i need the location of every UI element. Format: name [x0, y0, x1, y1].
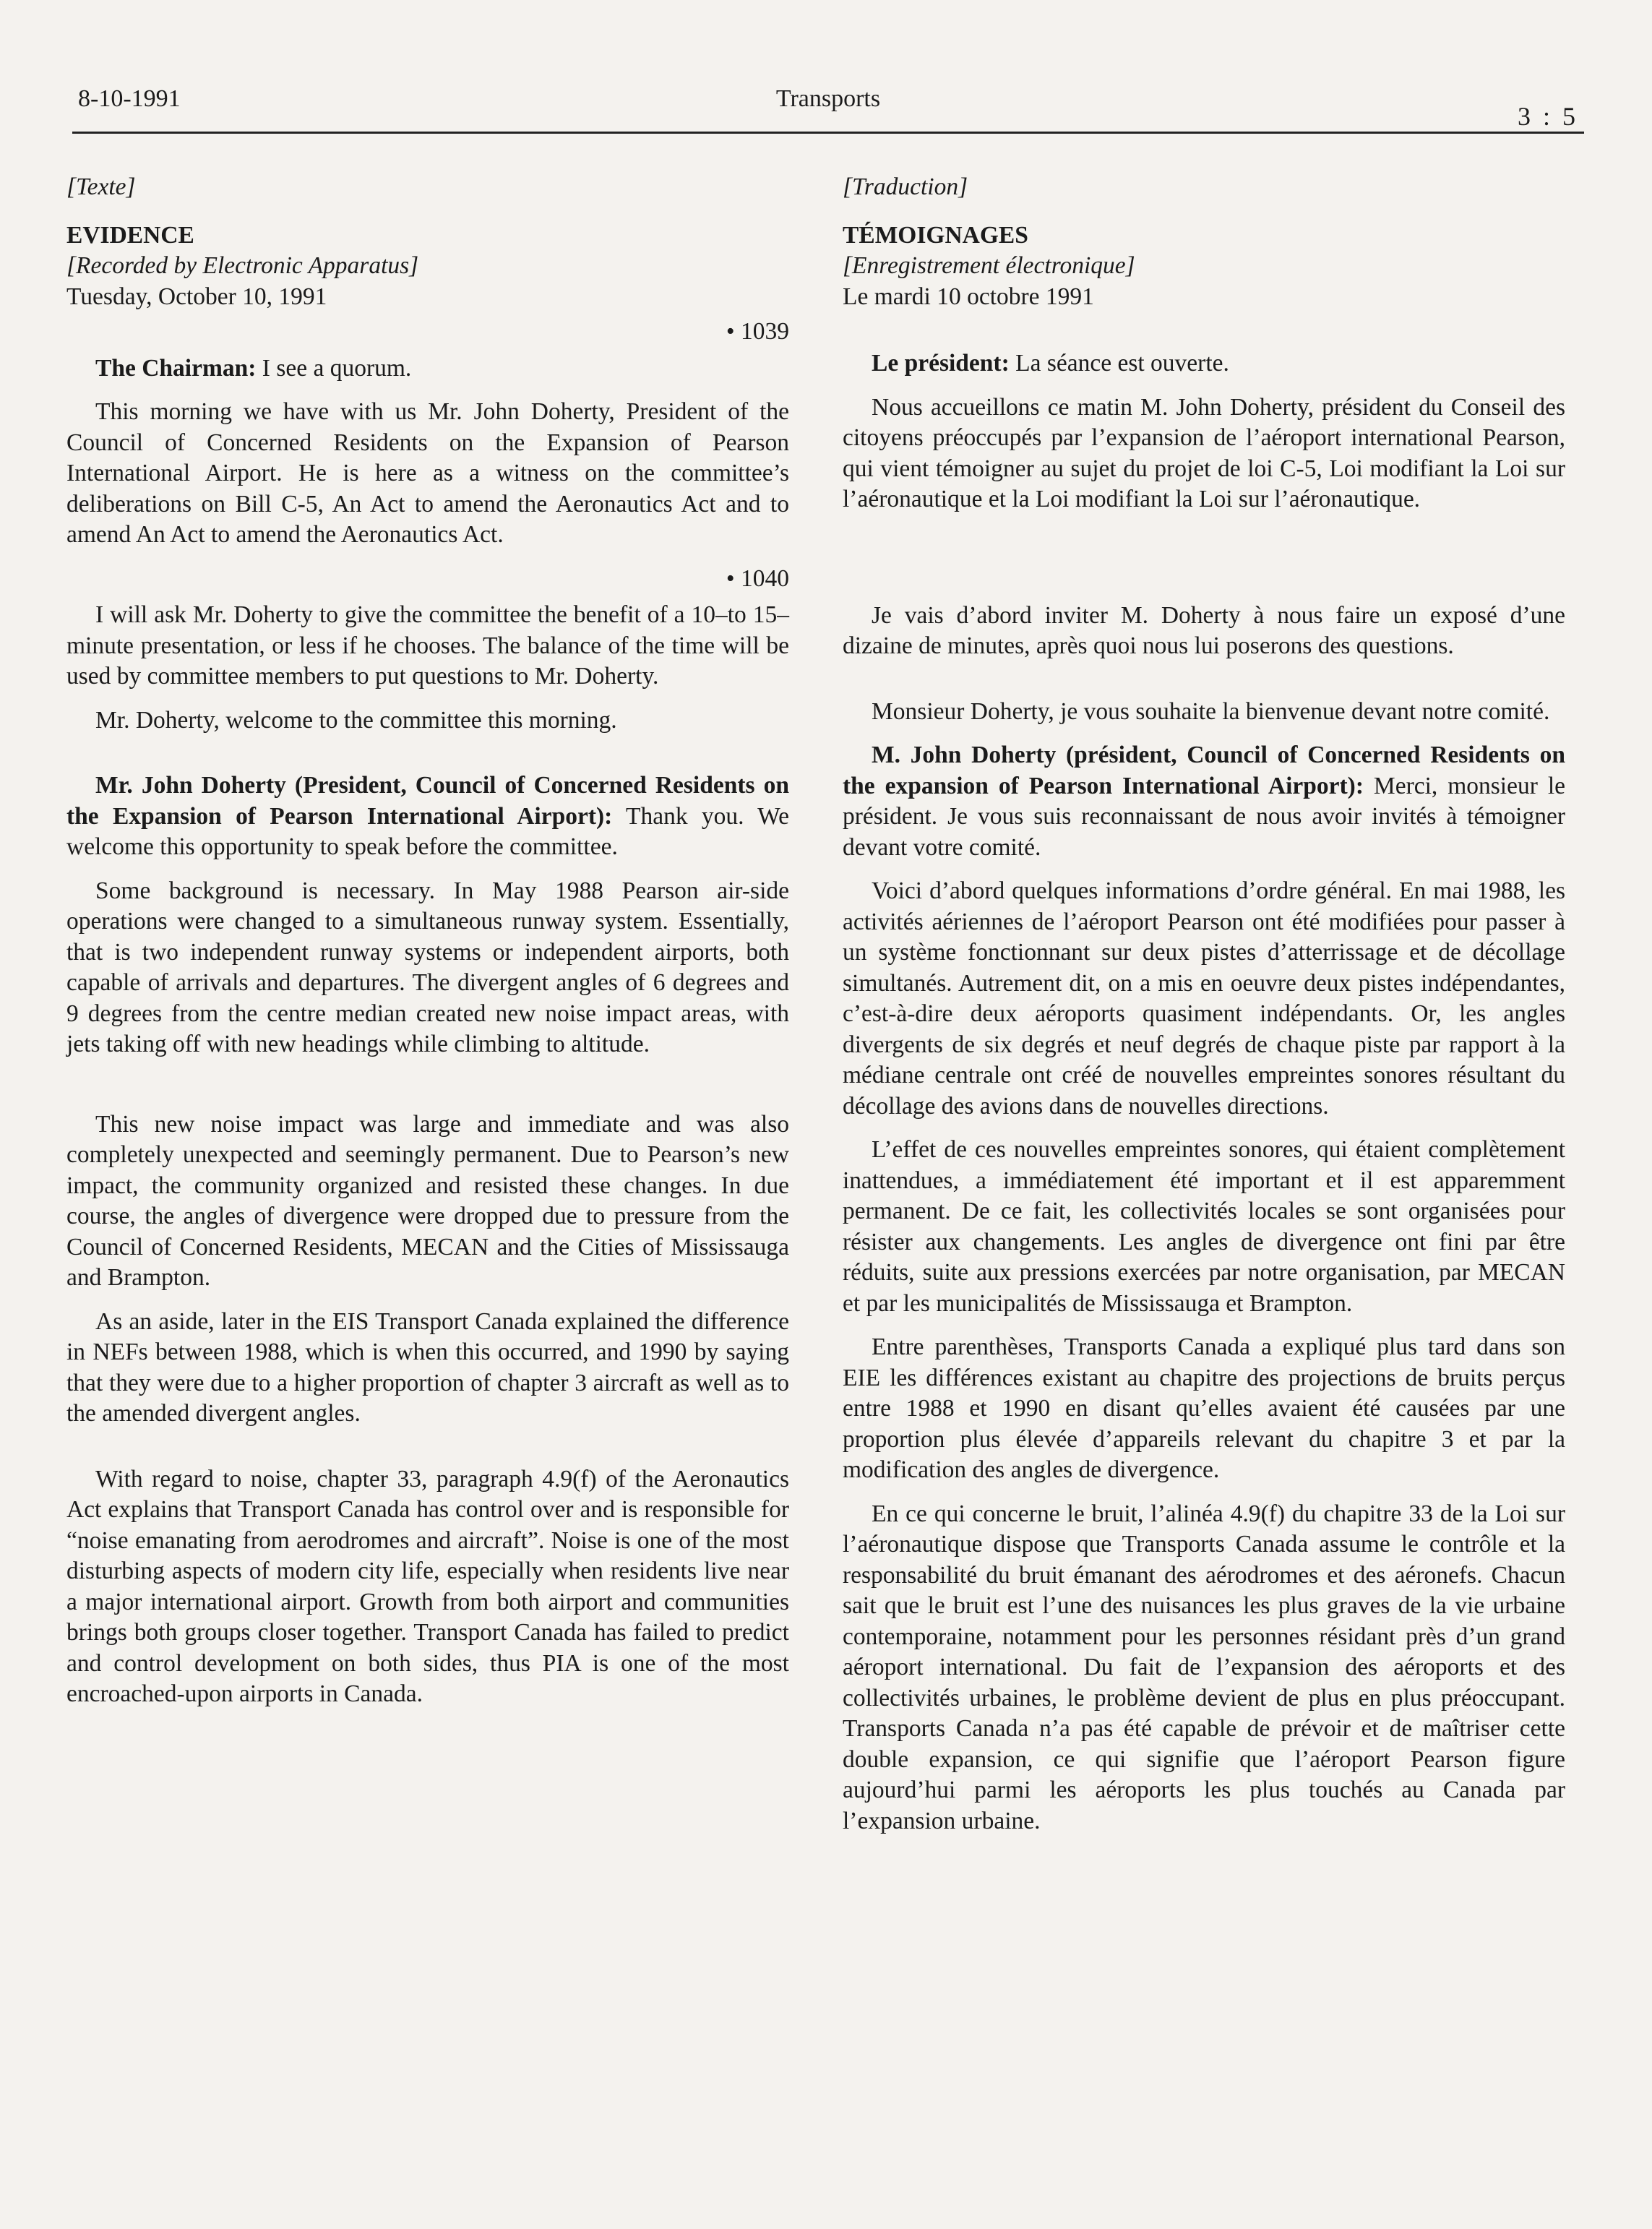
french-title: TÉMOIGNAGES	[843, 221, 1028, 249]
header-date: 8-10-1991	[78, 85, 181, 112]
speech-text: La séance est ouverte.	[1009, 350, 1229, 377]
speaker-name: The Chairman:	[95, 354, 257, 382]
paragraph: Monsieur Doherty, je vous souhaite la bienvenue devant notre comité.	[872, 697, 1550, 725]
header-title: Transports	[775, 85, 881, 112]
english-label: [Texte]	[66, 173, 136, 200]
speaker-name: Mr. John Doherty (President, Council of Concerned Residents on the Expansion of Pearson International Airport):	[66, 772, 789, 830]
paragraph: This new noise impact was large and immediate and was also completely unexpected and seemingly permanent. Due to Pearson’s new impact, the community organized and resisted these changes. In due course, the angles of divergence were dropped due to pressure from the Council of Concerned Residents, MECAN and the Cities of Mississauga and Brampton.	[66, 1110, 789, 1291]
paragraph: With regard to noise, chapter 33, paragraph 4.9(f) of the Aeronautics Act explains that Transport Canada has control over and is responsible for “noise emanating from aerodromes and aircraft”. Noise is one of the most disturbing aspects of modern city life, especially when residents live near a major international airport. Growth from both airport and communities brings both groups closer together. Transport Canada has failed to predict and control development on both sides, thus PIA is one of the most encroached-upon airports in Canada.	[66, 1465, 789, 1707]
speech-text: I see a quorum.	[256, 354, 412, 382]
chair-statement	[66, 353, 789, 385]
time-marker: • 1040	[726, 564, 789, 592]
french-date: Le mardi 10 octobre 1991	[843, 283, 1094, 310]
english-date: Tuesday, October 10, 1991	[66, 283, 327, 310]
paragraph: Some background is necessary. In May 1988 Pearson air-side operations were changed to a simultaneous runway system. Essentially, that is two independent runway systems or independent airports, both capable of arrivals and departures. The divergent angles of 6 degrees and 9 degrees from the centre median created new noise impact areas, with jets taking off with new headings while climbing to altitude.	[66, 877, 789, 1057]
paragraph: I will ask Mr. Doherty to give the committee the benefit of a 10–to 15–minute presentation, or less if he chooses. The balance of the time will be used by committee members to put questions to Mr. Doherty.	[66, 601, 789, 690]
paragraph: As an aside, later in the EIS Transport Canada explained the difference in NEFs between 1988, which is when this occurred, and 1990 by saying that they were due to a higher proportion of chapter 3 aircraft as well as to the amended divergent angles.	[66, 1307, 789, 1427]
paragraph: Voici d’abord quelques informations d’ordre général. En mai 1988, les activités aériennes de l’aéroport Pearson ont été modifiées pour passer à un système fonctionnant sur deux pistes d’atterrissage et de décollage simultanés. Autrement dit, on a mis en oeuvre deux pistes indépendantes, c’est-à-dire deux aéroports quasiment indépendants. Or, les angles divergents de six degrés et neuf degrés de chaque piste par rapport à la médiane centrale ont créé de nouvelles empreintes sonores résultant du décollage des avions dans de nouvelles directions.	[843, 877, 1565, 1120]
paragraph: Entre parenthèses, Transports Canada a expliqué plus tard dans son EIE les différences existant au chapitre des projections de bruits perçus entre 1988 et 1990 en disant qu’elles avaient été causées par une proportion plus élevée d’appareils relevant du chapitre 3 et par la modification des angles de divergence.	[843, 1333, 1565, 1483]
paragraph: Je vais d’abord inviter M. Doherty à nous faire un exposé d’une dizaine de minutes, après quoi nous lui poserons des questions.	[843, 601, 1565, 659]
speaker-name: Le président:	[872, 350, 1010, 377]
speech-text: Thank you. We welcome this opportunity to speak before the committee.	[66, 802, 789, 860]
speech-text: Merci, monsieur le président. Je vous suis reconnaissant de nous avoir invités à témoigner devant votre comité.	[843, 772, 1565, 861]
paragraph: Nous accueillons ce matin M. John Doherty, président du Conseil des citoyens préoccupés par l’expansion de l’aéroport international Pearson, qui vient témoigner au sujet du projet de loi C-5, Loi modifiant la Loi sur l’aéronautique et la Loi modifiant la Loi sur l’aéronautique.	[843, 393, 1565, 512]
english-column	[66, 172, 789, 1723]
english-subtitle: [Recorded by Electronic Apparatus]	[66, 252, 419, 279]
speaker-name: M. John Doherty (président, Council of Concerned Residents on the expansion of Pearson International Airport):	[843, 742, 1565, 799]
page-header	[72, 81, 1584, 134]
chair-statement	[843, 348, 1565, 379]
header-page-number: 3 : 5	[1517, 102, 1578, 131]
doherty-statement	[66, 770, 789, 863]
paragraph: L’effet de ces nouvelles empreintes sonores, qui étaient complètement inattendues, a immédiatement été important et il est apparemment permanent. De ce fait, les collectivités locales se sont organisées pour résister aux changements. Les angles de divergence ont fini par être réduits, suite aux pressions exercées par notre organisation, par MECAN et par les municipalités de Mississauga et Brampton.	[843, 1136, 1565, 1317]
english-title: EVIDENCE	[66, 221, 194, 249]
french-label: [Traduction]	[843, 173, 968, 200]
paragraph: En ce qui concerne le bruit, l’alinéa 4.9(f) du chapitre 33 de la Loi sur l’aéronautique dispose que Transports Canada assume le contrôle et la responsabilité du bruit émanant des aérodromes et des aéronefs. Chacun sait que le bruit est l’une des nuisances les plus graves de la vie urbaine contemporaine, notamment pour les personnes résidant près d’un grand aéroport international. Du fait de l’expansion des aéroports et des collectivités urbaines, le problème devient de plus en plus préoccupant. Transports Canada n’a pas été capable de prévoir et de maîtriser cette double expansion, ce qui signifie que l’aéroport Pearson figure aujourd’hui parmi les aéroports les plus touchés au Canada par l’expansion urbaine.	[843, 1500, 1565, 1834]
paragraph: Mr. Doherty, welcome to the committee this morning.	[95, 706, 617, 734]
paragraph: This morning we have with us Mr. John Doherty, President of the Council of Concerned Residents on the Expansion of Pearson International Airport. He is here as a witness on the committee’s deliberations on Bill C-5, An Act to amend the Aeronautics Act and to amend An Act to amend the Aeronautics Act.	[66, 398, 789, 548]
doherty-statement	[843, 740, 1565, 863]
french-column	[843, 172, 1565, 1850]
french-subtitle: [Enregistrement électronique]	[843, 252, 1135, 279]
time-marker: • 1039	[726, 318, 789, 345]
